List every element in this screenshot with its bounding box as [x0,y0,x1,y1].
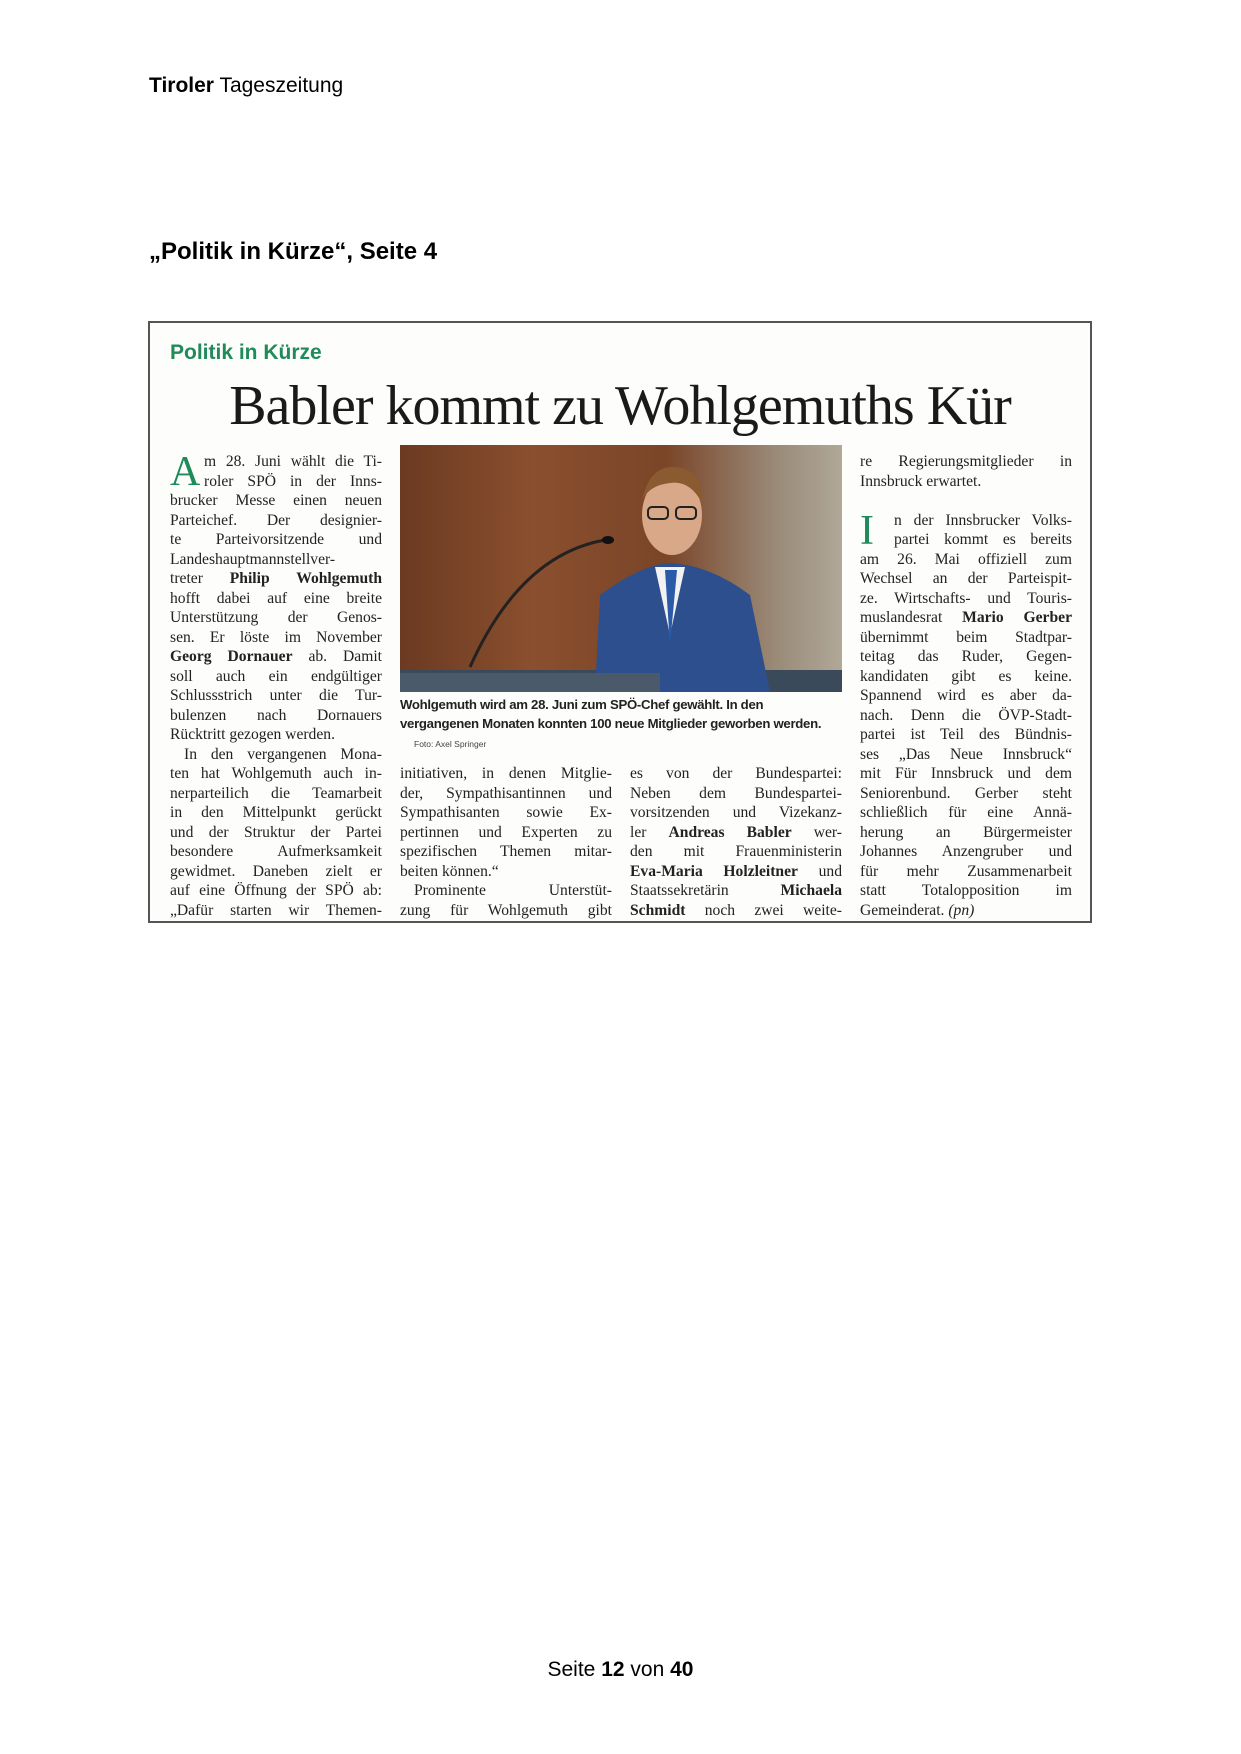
text-line [860,862,1072,882]
text-line [170,569,382,589]
text-segment: Schlussstrich unter die Tur- [170,687,382,704]
text-segment: in den Mittelpunkt gerückt [170,804,382,821]
text-line [630,842,842,862]
text-segment: wer- [791,823,842,841]
text-segment: für mehr Zusammenarbeit [860,862,1072,880]
text-line [400,901,612,921]
text-segment: partei kommt es bereits [894,531,1072,548]
text-line [170,862,382,882]
text-line [860,823,1072,843]
text-segment: besondere Aufmerksamkeit [170,843,382,860]
text-line [400,764,612,784]
bold-name: Philip Wohlgemuth [229,570,382,587]
text-segment: vorsitzenden und Vizekanz- [630,804,842,821]
text-line [860,530,1072,550]
text-segment: Wechsel an der Parteispit- [860,570,1072,587]
text-segment: Staatssekretärin [630,882,781,899]
bold-name: Georg Dornauer [170,648,293,665]
text-line [860,628,1072,648]
text-line [860,764,1072,784]
text-line [860,842,1072,862]
text-line [860,725,1072,745]
article-column-4 [860,452,1072,920]
page-of: von [630,1658,665,1681]
text-line [630,803,842,823]
text-line [170,784,382,804]
text-segment: ze. Wirtschafts- und Touris- [860,589,1072,607]
text-line [630,881,842,901]
text-segment: In den vergangenen Mona- [184,745,382,763]
text-segment: Gemeinderat. [860,901,949,919]
text-segment: übernimmt beim Stadtpar- [860,628,1072,646]
text-line [860,472,1072,492]
current-page: 12 [601,1658,625,1681]
text-segment: herung an Bürgermeister [860,823,1072,841]
text-segment: Innsbruck erwartet. [860,472,982,490]
text-segment: der, Sympathisantinnen und [400,784,612,802]
text-segment: ler [630,823,669,841]
text-line [170,823,382,843]
text-segment: und [797,862,842,880]
text-segment: sen. Er löste im November [170,628,382,646]
text-segment: nach. Denn die ÖVP-Stadt- [860,706,1072,724]
section-title: „Politik in Kürze“, Seite 4 [149,238,438,265]
text-line [170,842,382,862]
text-segment: am 26. Mai offiziell zum [860,550,1072,568]
text-line [170,491,382,511]
text-segment: te Parteivorsitzende und [170,531,382,548]
newspaper-clipping [148,321,1092,923]
text-line [860,706,1072,726]
text-line [170,511,382,531]
total-pages: 40 [670,1658,694,1681]
bold-name: Schmidt [630,901,686,919]
bold-name: Eva-Maria Holzleitner [630,862,798,880]
text-line [170,589,382,609]
text-line [860,745,1072,765]
text-line [860,589,1072,609]
drop-cap: A [170,449,201,495]
brand-bold: Tiroler [149,74,214,97]
photo-caption [400,695,842,754]
text-segment: ses „Das Neue Innsbruck“ [860,745,1072,763]
text-segment: roler SPÖ in der Inns- [204,472,382,490]
text-line [170,725,382,745]
text-segment: n der Innsbrucker Volks- [894,511,1072,529]
text-segment: ab. Damit [292,648,383,665]
photo-credit: Foto: Axel Springer [414,739,487,749]
text-segment: Johannes Anzengruber und [860,843,1072,860]
text-line [860,647,1072,667]
text-line [170,667,382,687]
text-segment: treter [170,570,230,587]
text-segment: teitag das Ruder, Gegen- [860,648,1072,665]
text-line [860,569,1072,589]
text-line [860,491,1072,511]
text-segment: kandidaten gibt es keine. [860,667,1072,685]
text-segment: brucker Messe einen neuen [170,492,382,509]
text-line [400,803,612,823]
text-line [170,901,382,921]
text-segment: beiten können.“ [400,862,499,880]
text-line [170,803,382,823]
headline: Babler kommt zu Wohlgemuths Kür [229,375,1011,437]
text-line [170,550,382,570]
article-column-1 [170,449,383,920]
text-line [170,608,382,628]
text-segment: „Dafür starten wir Themen- [170,901,382,919]
text-line [860,667,1072,687]
newspaper-name [149,74,343,98]
text-line [860,550,1072,570]
text-segment: Seniorenbund. Gerber steht [860,784,1072,802]
bold-name: Andreas Babler [668,823,792,841]
page-number [0,1658,1241,1682]
text-segment: (pn) [948,901,975,919]
text-line [860,452,1072,472]
text-segment: spezifischen Themen mitar- [400,843,612,860]
text-line [630,764,842,784]
text-line [860,686,1072,706]
bold-name: Mario Gerber [962,609,1072,626]
text-segment: Neben dem Bundespartei- [630,784,842,802]
text-segment: noch zwei weite- [685,901,842,919]
text-segment: Prominente Unterstüt- [414,882,612,899]
text-line [860,784,1072,804]
text-line [170,881,382,901]
text-segment: partei ist Teil des Bündnis- [860,726,1072,743]
article-photo [400,445,842,692]
text-line [170,647,382,667]
text-segment: ten hat Wohlgemuth auch in- [170,765,382,782]
speaker-photo-illustration [400,445,842,692]
text-segment: statt Totalopposition im [860,882,1072,899]
text-line [400,881,612,901]
text-line [170,628,382,648]
text-line [860,881,1072,901]
caption-text: Wohlgemuth wird am 28. Juni zum SPÖ-Chef gewählt. In den vergangenen Monaten konnten 100 neue Mitglieder geworben werden. [400,697,822,731]
text-line [630,862,842,882]
text-line [170,686,382,706]
text-line [860,901,1072,921]
text-segment: und der Struktur der Partei [170,823,382,841]
kicker: Politik in Kürze [170,341,322,364]
text-line [630,901,842,921]
text-segment: pertinnen und Experten zu [400,823,612,841]
bold-name: Michaela [780,882,842,899]
text-line [630,823,842,843]
text-segment: gewidmet. Daneben zielt er [170,862,382,880]
text-line [400,862,612,882]
text-line [860,803,1072,823]
text-segment: soll auch ein endgültiger [170,667,382,685]
text-segment: re Regierungsmitglieder in [860,453,1072,470]
text-line [170,745,382,765]
text-segment: auf eine Öffnung der SPÖ ab: [170,882,382,899]
text-segment: Spannend wird es aber da- [860,687,1072,704]
page-prefix: Seite [547,1658,596,1681]
text-line [170,764,382,784]
text-line [400,784,612,804]
text-segment: Unterstützung der Genos- [170,609,382,626]
text-segment: muslandesrat [860,609,963,626]
text-line [170,706,382,726]
text-segment: den mit Frauenministerin [630,843,842,860]
text-line [400,842,612,862]
brand-rest: Tageszeitung [219,74,344,97]
text-segment: mit Für Innsbruck und dem [860,765,1072,782]
text-line [630,784,842,804]
text-segment: Sympathisanten sowie Ex- [400,804,612,821]
text-segment: m 28. Juni wählt die Ti- [204,453,382,470]
text-line [170,530,382,550]
text-line [860,608,1072,628]
text-segment: nerparteilich die Teamarbeit [170,784,382,802]
text-segment: schließlich für eine Annä- [860,804,1072,821]
article-column-3 [630,764,842,920]
text-segment: Rücktritt gezogen werden. [170,726,335,743]
text-line [170,472,382,492]
text-segment: zung für Wohlgemuth gibt [400,901,612,919]
text-segment: initiativen, in denen Mitglie- [400,765,612,782]
article-column-2 [400,764,612,920]
text-segment: hofft dabei auf eine breite [170,589,382,607]
text-segment: bulenzen nach Dornauers [170,706,382,724]
drop-cap: I [860,507,874,554]
text-line [400,823,612,843]
text-segment: Landeshauptmannstellver- [170,550,336,568]
text-segment: Parteichef. Der designier- [170,511,382,529]
text-segment: es von der Bundespartei: [630,765,842,782]
